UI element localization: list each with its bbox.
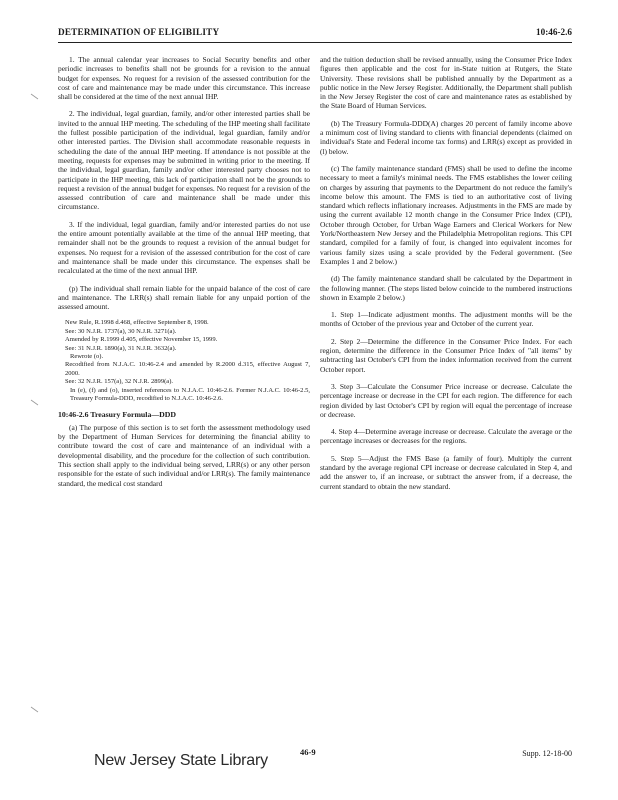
margin-mark-icon: [30, 705, 40, 715]
header-rule: [58, 42, 572, 43]
page-number: 46-9: [300, 747, 316, 757]
step-5: 5. Step 5—Adjust the FMS Base (a family of four). Multiply the current standard by the average regional CPI increase or decrease calculated in Step 4, and add the answer to, if an increase, or subtract the answer from, if a decrease, the current standard to obtain the new standard.: [320, 453, 572, 491]
supplement-date: Supp. 12-18-00: [522, 749, 572, 758]
right-column: [320, 55, 572, 499]
running-header: [58, 27, 572, 43]
paragraph-d-calculation: (d) The family maintenance standard shall be calculated by the Department in the following manner. (The steps listed below coincide to the numbered instructions shown in Example 2 below.): [320, 274, 572, 302]
history-line: Recodified from N.J.A.C. 10:46-2.4 and amended by R.2000 d.315, effective August 7, 2000.: [65, 361, 310, 377]
paragraph-b-treasury-formula: (b) The Treasury Formula-DDD(A) charges 20 percent of family income above a minimum cost of living standard to clients with financial dependents (claimed on individual's State and Federal income tax forms) and LRR(s) except as provided in (l) below.: [320, 118, 572, 156]
section-title: 10:46-2.6 Treasury Formula—DDD: [58, 410, 177, 420]
history-line: See: 31 N.J.R. 1890(a), 31 N.J.R. 3632(a).: [65, 344, 177, 352]
step-4: 4. Step 4—Determine average increase or decrease. Calculate the average or the percentage increases or decreases for the regions.: [320, 427, 572, 446]
paragraph-c-family-maintenance-standard: (c) The family maintenance standard (FMS) shall be used to define the income necessary to meet a family's minimal needs. The FMS establishes the lower ceiling on charges by assuring that payments to the Department do not reduce the family's income below this amount. The FMS is tied to an authoritative cost of living standard which reflects inflationary increases. Adjustments in the FMS are made by using the current available 12 month change in the Consumer Price Index (CPI), October through October, for Urban Wage Earners and Clerical Workers for New York/Northeastern New Jersey and the Philadelphia Metropolitan regions. This CPI standard, compiled for a family of four, is changed into equivalent incomes for various family sizes using a scale provided by the Federal government. (See Examples 1 and 2 below.): [320, 163, 572, 266]
margin-mark-icon: [30, 398, 40, 408]
history-line: In (e), (f) and (o), inserted references to N.J.A.C. 10:46-2.6. Former N.J.A.C. 10:46-2.5, Treasury Formula-DDD, recodified to N.J.A.C. 10:46-2.6.: [70, 386, 310, 403]
step-3: 3. Step 3—Calculate the Consumer Price increase or decrease. Calculate the percentage increase or decrease in the CPI for each region. The difference for each region divided by last October's CPI by region will equal the percentage of increase or decrease.: [320, 381, 572, 419]
step-2: 2. Step 2—Determine the difference in the Consumer Price Index. For each region, determine the difference in the Consumer Price Index of "all items" by subtracting last October's CPI from the index information received from the current October report.: [320, 336, 572, 374]
step-1: 1. Step 1—Indicate adjustment months. The adjustment months will be the months of October of the previous year and October of the current year.: [320, 310, 572, 329]
history-line: Rewrote (o).: [70, 353, 104, 361]
paragraph-continued: and the tuition deduction shall be revised annually, using the Consumer Price Index figures then applicable and the cost for in-State tuition at Rutgers, the State University. These revisions shall be published annually by the Department as a public notice in the New Jersey Register. Additionally, the Department shall publish in the New Jersey Register the cost of care and maintenance rates as established by the State Board of Human Services.: [320, 55, 572, 111]
history-line: Amended by R.1999 d.405, effective November 15, 1999.: [65, 336, 218, 344]
history-line: See: 30 N.J.R. 1737(a), 30 N.J.R. 3271(a).: [65, 327, 177, 335]
left-column: [58, 55, 310, 496]
history-notes: [58, 319, 310, 403]
library-watermark: New Jersey State Library: [94, 752, 268, 769]
paragraph-2-ihp-meeting: 2. The individual, legal guardian, family, and/or other interested parties shall be invited to the annual IHP meeting. The scheduling of the IHP meeting shall facilitate the fullest possible participation of the individual, legal guardian, family and/or other interested parties. The Division shall accommodate reasonable requests in scheduling the date of the annual IHP meeting. If attendance is not possible at the meeting, requests for expenses may be submitted in writing prior to the meeting. If the individual, legal guardian, family and/or other interested party chooses not to participate in the IHP meeting, this lack of participation shall not be the grounds to request a revision of the annual budget for expenses. No request for a revision of the assessed contribution of care and maintenance shall be made under this circumstance.: [58, 109, 310, 212]
paragraph-p-liability: (p) The individual shall remain liable for the unpaid balance of the cost of care and maintenance. The LRR(s) shall remain liable for any unpaid portion of the assessed amount.: [58, 283, 310, 312]
header-chapter-title: DETERMINATION OF ELIGIBILITY: [58, 27, 220, 37]
paragraph-3-unused-amount: 3. If the individual, legal guardian, family and/or interested parties do not use the entire amount potentially available at the time of the annual IHP meeting, that remainder shall not be the grounds to request a revision of the annual budget for expenses. No request for a revision of the assessed contribution for the cost of care and maintenance shall be made under this circumstance. The expenses shall be recalculated at the time of the next annual IHP.: [58, 219, 310, 276]
paragraph-1-annual-increases: 1. The annual calendar year increases to Social Security benefits and other periodic increases to benefits shall not be grounds for a revision to the annual budget for expenses. No request for a revision of the assessed contribution for the cost of care and maintenance may be made under this circumstance. This increase shall be considered at the time of the next annual IHP.: [58, 55, 310, 102]
history-line: See: 32 N.J.R. 157(a), 32 N.J.R. 2899(a).: [65, 378, 174, 386]
margin-mark-icon: [30, 92, 40, 102]
header-section-number: 10:46-2.6: [536, 27, 572, 37]
history-line: New Rule, R.1998 d.468, effective September 8, 1998.: [65, 319, 209, 327]
paragraph-a-purpose: (a) The purpose of this section is to set forth the assessment methodology used by the Department of Human Services for determining the financial ability to contribute toward the cost of care and maintenance of an individual with a developmental disability, and the procedure for the collection of such contribution. This section shall apply to the individual being served, LRR(s) or any other person responsible for the estate of such individual and/or LRR(s). The family maintenance standard, the medical cost standard: [58, 422, 310, 488]
